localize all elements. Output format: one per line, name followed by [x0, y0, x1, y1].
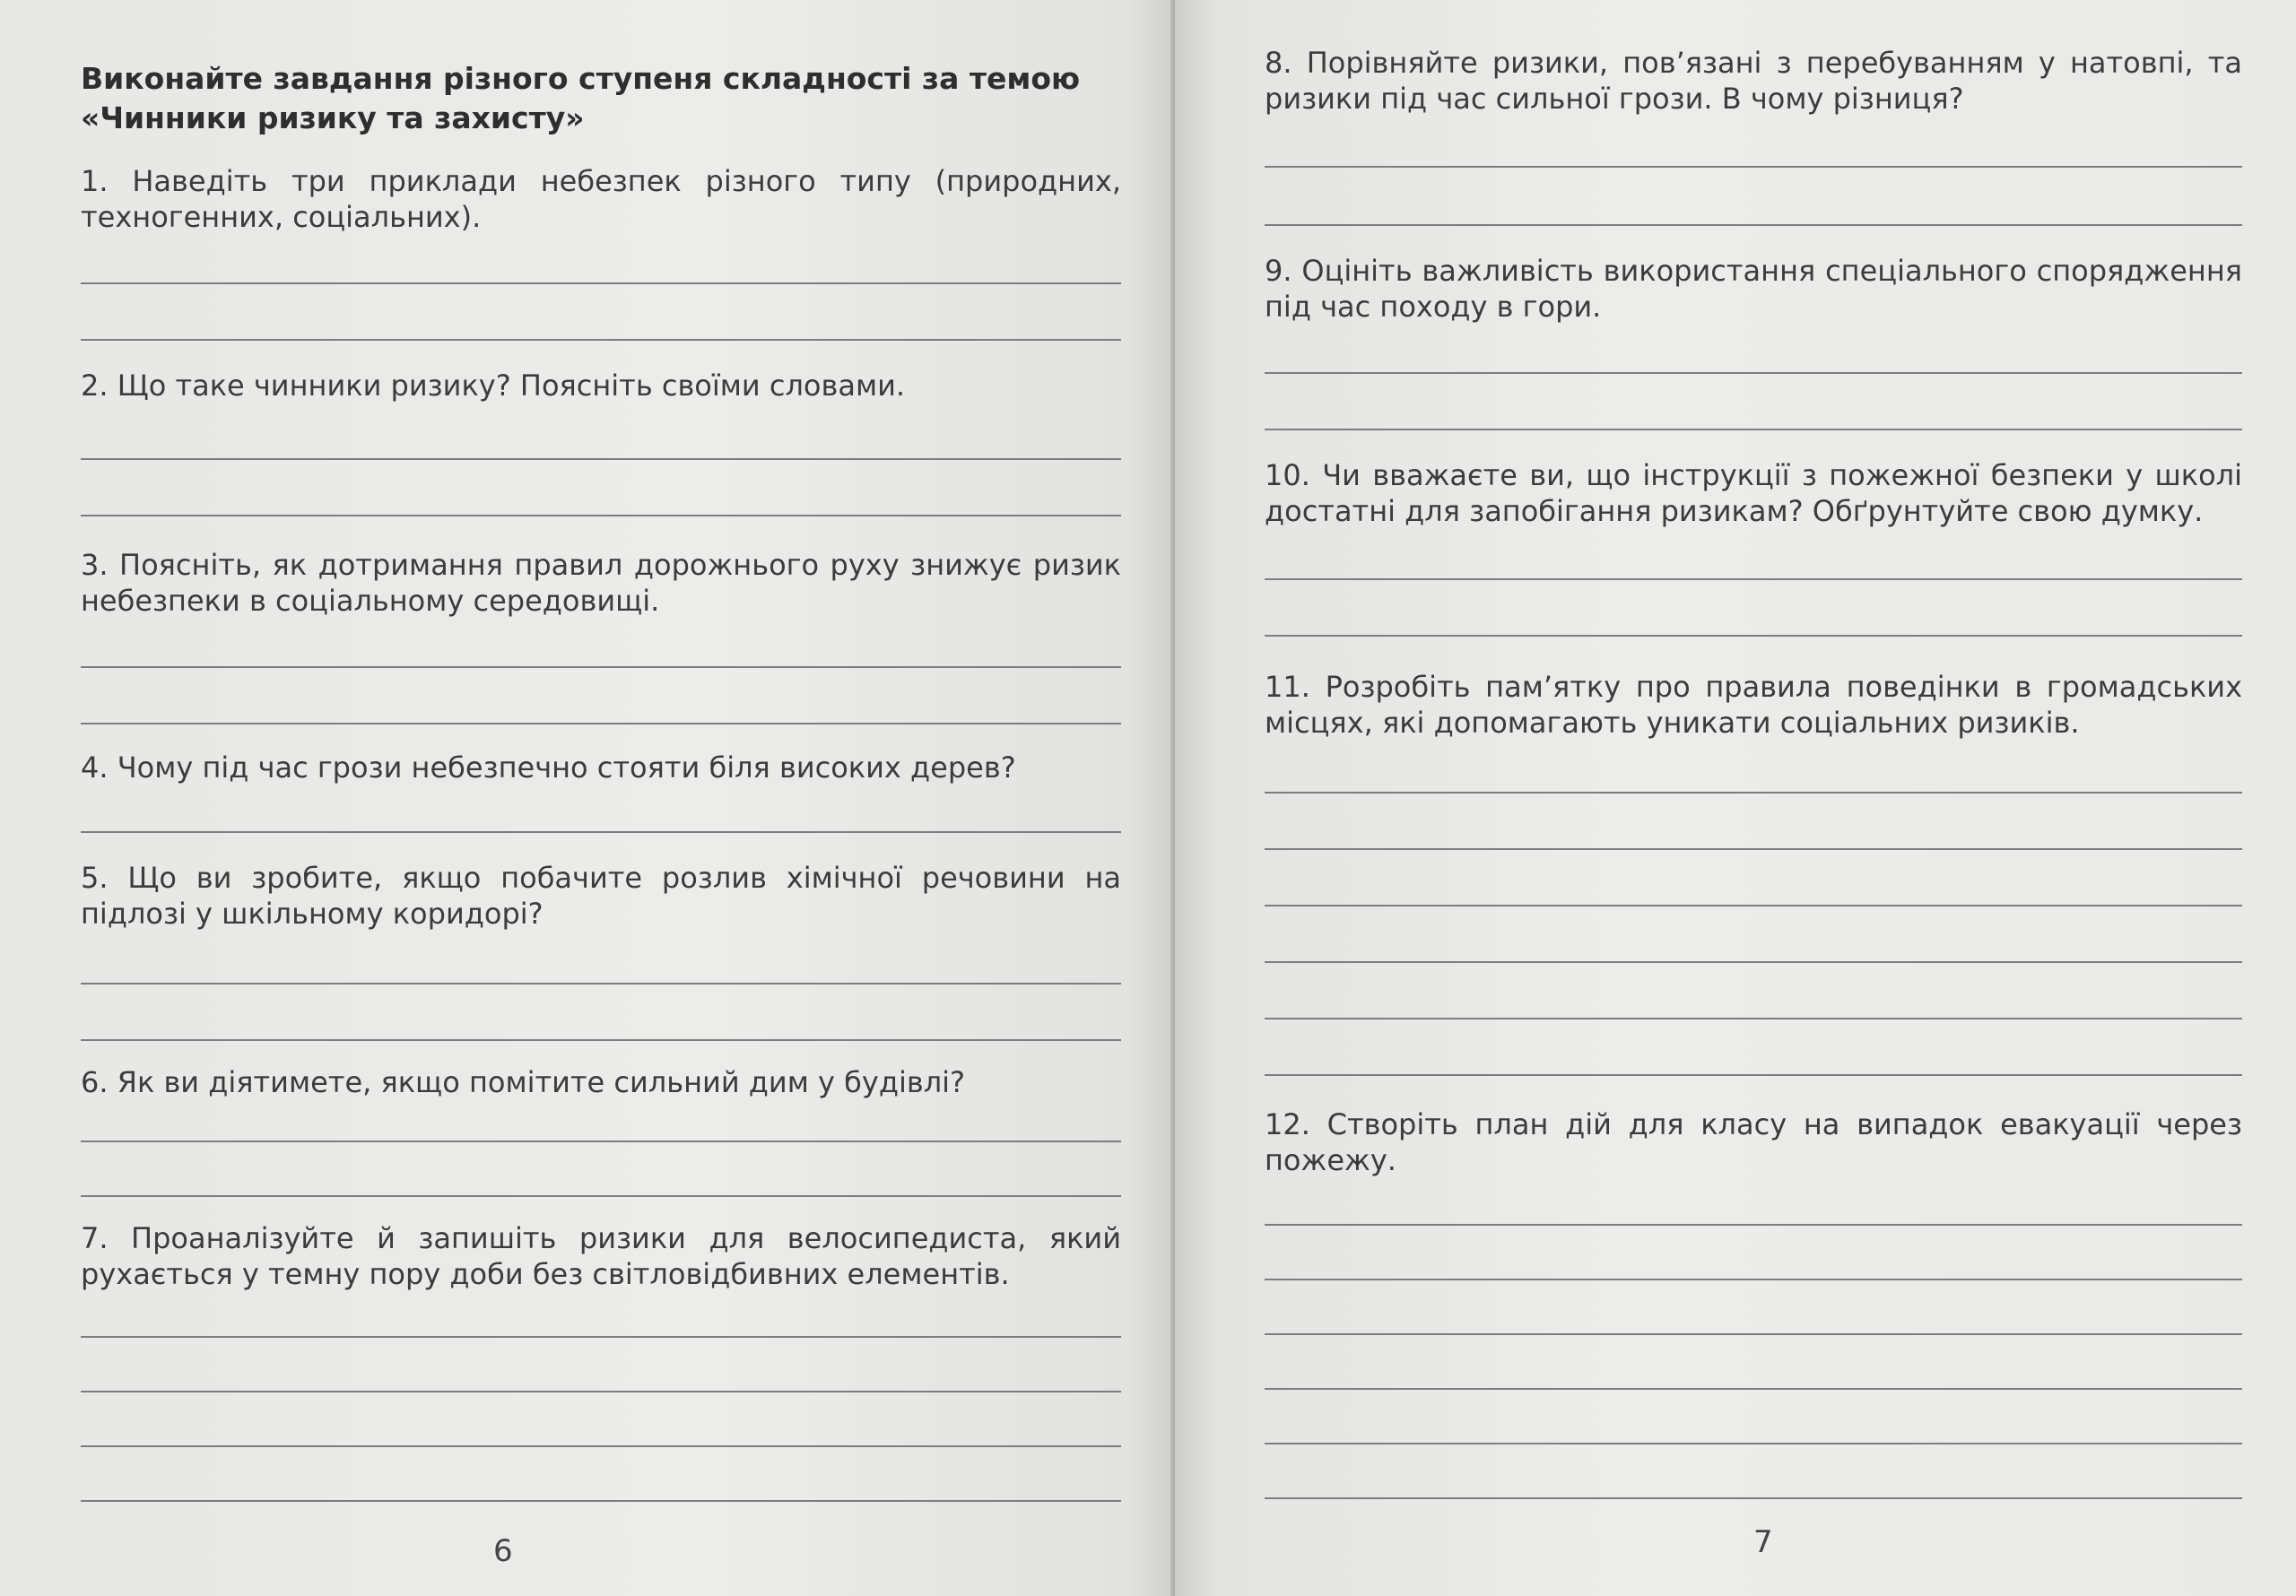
- answer-line[interactable]: [81, 982, 1121, 984]
- question-3: 3. Поясніть, як дотримання правил дорожнього руху знижує ризик небезпеки в соціальному середовищі.: [81, 548, 1121, 618]
- answer-line[interactable]: [1265, 428, 2242, 430]
- answer-line[interactable]: [1265, 1442, 2242, 1444]
- answer-lines: [1265, 791, 2242, 1076]
- answer-lines: [1265, 371, 2242, 430]
- answer-line[interactable]: [1265, 1332, 2242, 1335]
- question-5-block: [81, 860, 1121, 1041]
- question-6: 6. Як ви діятимете, якщо помітите сильний дим у будівлі?: [81, 1065, 966, 1099]
- answer-line[interactable]: [81, 1038, 1121, 1041]
- question-9: 9. Оцініть важливість використання спеціального спорядження під час походу в гори.: [1265, 254, 2242, 324]
- answer-line[interactable]: [81, 338, 1121, 341]
- answer-line[interactable]: [1265, 847, 2242, 850]
- question-7-block: [81, 1220, 1121, 1502]
- answer-line[interactable]: [81, 1499, 1121, 1502]
- answer-lines: [1265, 165, 2242, 226]
- answer-line[interactable]: [81, 1194, 1121, 1197]
- answer-line[interactable]: [1265, 1496, 2242, 1499]
- answer-line[interactable]: [1265, 371, 2242, 374]
- question-5: 5. Що ви зробите, якщо побачите розлив хімічної речовини на підлозі у шкільному коридорі?: [81, 861, 1121, 931]
- question-1: 1. Наведіть три приклади небезпек різного типу (природних, техногенних, соціальних).: [81, 164, 1121, 234]
- answer-line[interactable]: [81, 830, 1121, 833]
- answer-lines: [81, 282, 1121, 341]
- answer-line[interactable]: [81, 665, 1121, 668]
- question-11-block: [1265, 669, 2242, 1076]
- answer-line[interactable]: [1265, 577, 2242, 580]
- question-10: 10. Чи вважаєте ви, що інструкції з пожежної безпеки у школі достатні для запобігання ризикам? Обґрунтуйте свою думку.: [1265, 458, 2242, 528]
- answer-lines: [81, 982, 1121, 1041]
- answer-line[interactable]: [1265, 1223, 2242, 1226]
- question-12-block: [1265, 1106, 2242, 1499]
- heading-line-2: «Чинники ризику та захисту»: [81, 100, 585, 135]
- page-right: [1175, 0, 2296, 1596]
- question-7: 7. Проаналізуйте й запишіть ризики для велосипедиста, який рухається у темну пору доби без світловідбивних елементів.: [81, 1221, 1121, 1291]
- answer-line[interactable]: [81, 1444, 1121, 1447]
- answer-lines: [81, 1140, 1121, 1197]
- answer-line[interactable]: [81, 282, 1121, 284]
- answer-line[interactable]: [1265, 1017, 2242, 1019]
- answer-line[interactable]: [1265, 1278, 2242, 1280]
- question-2-block: [81, 368, 1121, 516]
- question-4: 4. Чому під час грози небезпечно стояти біля високих дерев?: [81, 750, 1016, 785]
- task-heading: [81, 59, 1121, 138]
- page-number: 7: [1753, 1524, 1773, 1560]
- question-9-block: [1265, 253, 2242, 430]
- answer-line[interactable]: [1265, 634, 2242, 637]
- question-8-block: [1265, 45, 2242, 226]
- answer-lines: [81, 457, 1121, 516]
- question-6-block: [81, 1064, 1121, 1197]
- question-2: 2. Що таке чинники ризику? Поясніть своїми словами.: [81, 369, 906, 403]
- question-8: 8. Порівняйте ризики, пов’язані з перебуванням у натовпі, та ризики під час сильної грози. В чому різниця?: [1265, 46, 2242, 116]
- answer-line[interactable]: [1265, 1387, 2242, 1390]
- answer-lines: [1265, 1223, 2242, 1499]
- answer-line[interactable]: [1265, 223, 2242, 226]
- answer-lines: [81, 830, 1121, 833]
- answer-line[interactable]: [81, 722, 1121, 724]
- answer-line[interactable]: [1265, 960, 2242, 963]
- answer-line[interactable]: [81, 1390, 1121, 1392]
- answer-line[interactable]: [1265, 791, 2242, 794]
- answer-line[interactable]: [81, 1335, 1121, 1338]
- question-10-block: [1265, 457, 2242, 637]
- answer-line[interactable]: [1265, 1073, 2242, 1076]
- answer-line[interactable]: [1265, 165, 2242, 168]
- page-number: 6: [493, 1533, 513, 1569]
- question-1-block: [81, 163, 1121, 341]
- answer-lines: [1265, 577, 2242, 637]
- answer-line[interactable]: [81, 457, 1121, 460]
- answer-line[interactable]: [81, 514, 1121, 516]
- question-4-block: [81, 750, 1121, 833]
- answer-line[interactable]: [81, 1140, 1121, 1142]
- answer-line[interactable]: [1265, 904, 2242, 906]
- question-12: 12. Створіть план дій для класу на випадок евакуації через пожежу.: [1265, 1107, 2242, 1177]
- answer-lines: [81, 665, 1121, 724]
- question-11: 11. Розробіть пам’ятку про правила поведінки в громадських місцях, які допомагають уникати соціальних ризиків.: [1265, 670, 2242, 740]
- answer-lines: [81, 1335, 1121, 1502]
- heading-line-1: Виконайте завдання різного ступеня складності за темою: [81, 61, 1081, 96]
- question-3-block: [81, 547, 1121, 724]
